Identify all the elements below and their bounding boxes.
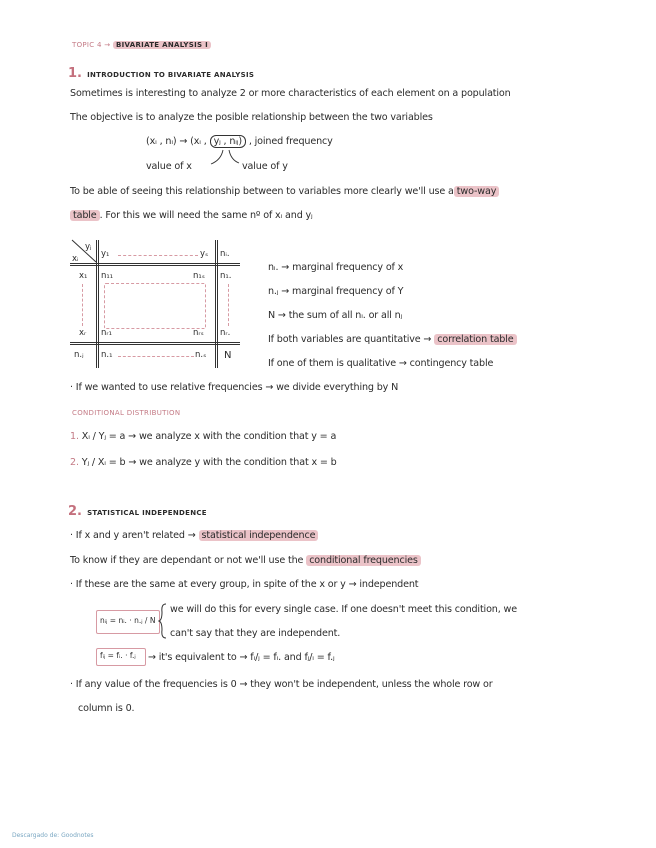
row-last: xᵣ: [79, 328, 87, 338]
brace-text1: we will do this for every single case. If one doesn't meet this condition, we: [170, 604, 517, 615]
pair-left: (xᵢ , nᵢ) → (xᵢ ,: [146, 136, 207, 147]
cell-ndot1: n.₁: [101, 350, 113, 360]
value-x-label: value of x: [146, 161, 192, 172]
pair-expression: [146, 136, 333, 147]
pair-right: yⱼ , nᵢⱼ): [210, 135, 246, 148]
legend-5: If one of them is qualitative → contingency table: [268, 358, 494, 369]
s2-bullet3-cont: column is 0.: [78, 703, 135, 714]
footer-watermark: Descargado de: Goodnotes: [12, 832, 94, 839]
section2-number: 2.: [68, 504, 82, 519]
row-first: x₁: [79, 271, 88, 281]
s2-bullet1: [70, 530, 318, 541]
section1-title: INTRODUCTION TO BIVARIATE ANALYSIS: [87, 71, 255, 79]
table-highlight: table: [70, 210, 100, 221]
brace-text2: can't say that they are independent.: [170, 628, 341, 639]
cell-N: N: [224, 350, 232, 361]
c1-text: Xᵢ / Yⱼ = a → we analyze x with the condition that y = a: [81, 431, 337, 442]
s1-line2: The objective is to analyze the posible relationship between the two variables: [70, 112, 433, 123]
s1-line3-b: . For this we will need the same nº of xᵢ and yⱼ: [99, 210, 313, 221]
cell-n1s: n₁ₛ: [193, 271, 205, 281]
col-total: nᵢ.: [220, 249, 230, 259]
conditional-1: [70, 431, 336, 442]
value-y-label: value of y: [242, 161, 288, 172]
equivalent-text: → it's equivalent to → fᵢ/ⱼ = fᵢ. and fⱼ/ᵢ = f.ⱼ: [148, 652, 335, 663]
s1-line1: Sometimes is interesting to analyze 2 or more characteristics of each element on a population: [70, 88, 511, 99]
conditional-heading: CONDITIONAL DISTRIBUTION: [72, 409, 181, 417]
s1-line4: [70, 210, 313, 221]
topic-prefix: TOPIC 4 →: [72, 41, 111, 49]
c2-text: Yⱼ / Xᵢ = b → we analyze y with the condition that x = b: [81, 457, 337, 468]
conditional-2: [70, 457, 337, 468]
legend-3: N → the sum of all nᵢ. or all nⱼ: [268, 310, 403, 321]
s1-line3-a: To be able of seeing this relationship between to variables more clearly we'll use a: [70, 186, 454, 197]
c1-num: 1.: [70, 431, 79, 442]
cell-ndots: n.ₛ: [195, 350, 207, 360]
topic-label: [72, 41, 211, 49]
cell-nrs: nᵣₛ: [193, 328, 204, 338]
row-total: n.ⱼ: [74, 350, 84, 360]
correlation-highlight: correlation table: [434, 334, 516, 345]
section1-heading: [68, 62, 254, 81]
cell-nr1: nᵣ₁: [101, 328, 112, 338]
topic-title: BIVARIATE ANALYSIS I: [113, 41, 211, 49]
c2-num: 2.: [70, 457, 79, 468]
joined-frequency: , joined frequency: [248, 136, 333, 147]
legend-2: n.ⱼ → marginal frequency of Y: [268, 286, 404, 297]
s2-l2-a: To know if they are dependant or not we'll use the: [70, 555, 304, 566]
col-last: yₛ: [200, 249, 209, 259]
legend-4: [268, 334, 517, 345]
relative-note: · If we wanted to use relative frequencies → we divide everything by N: [70, 382, 399, 393]
section2-title: STATISTICAL INDEPENDENCE: [87, 509, 207, 517]
s2-bullet3: · If any value of the frequencies is 0 → they won't be independent, unless the whole row or: [70, 679, 493, 690]
corner-y: yⱼ: [85, 242, 92, 252]
two-way-highlight: two-way: [454, 186, 499, 197]
formula1: nᵢⱼ = nᵢ. · n.ⱼ / N: [100, 616, 156, 625]
formula2: fᵢⱼ = fᵢ. · f.ⱼ: [100, 651, 136, 660]
legend-4a: If both variables are quantitative →: [268, 334, 432, 345]
section2-heading: [68, 500, 207, 519]
s2-line2: [70, 555, 421, 566]
cell-nrdot: nᵣ.: [220, 328, 231, 338]
cell-n1dot: n₁.: [220, 271, 232, 281]
s2-b1-a: · If x and y aren't related →: [70, 530, 196, 541]
col-first: y₁: [101, 249, 110, 259]
independence-highlight: statistical independence: [199, 530, 319, 541]
corner-x: xᵢ: [72, 254, 79, 264]
conditional-freq-highlight: conditional frequencies: [306, 555, 421, 566]
section1-number: 1.: [68, 66, 82, 81]
s2-bullet2: · If these are the same at every group, in spite of the x or y → independent: [70, 579, 419, 590]
cell-n11: n₁₁: [101, 271, 114, 281]
s1-line3: [70, 186, 499, 197]
legend-1: nᵢ. → marginal frequency of x: [268, 262, 404, 273]
brace: [158, 602, 168, 640]
